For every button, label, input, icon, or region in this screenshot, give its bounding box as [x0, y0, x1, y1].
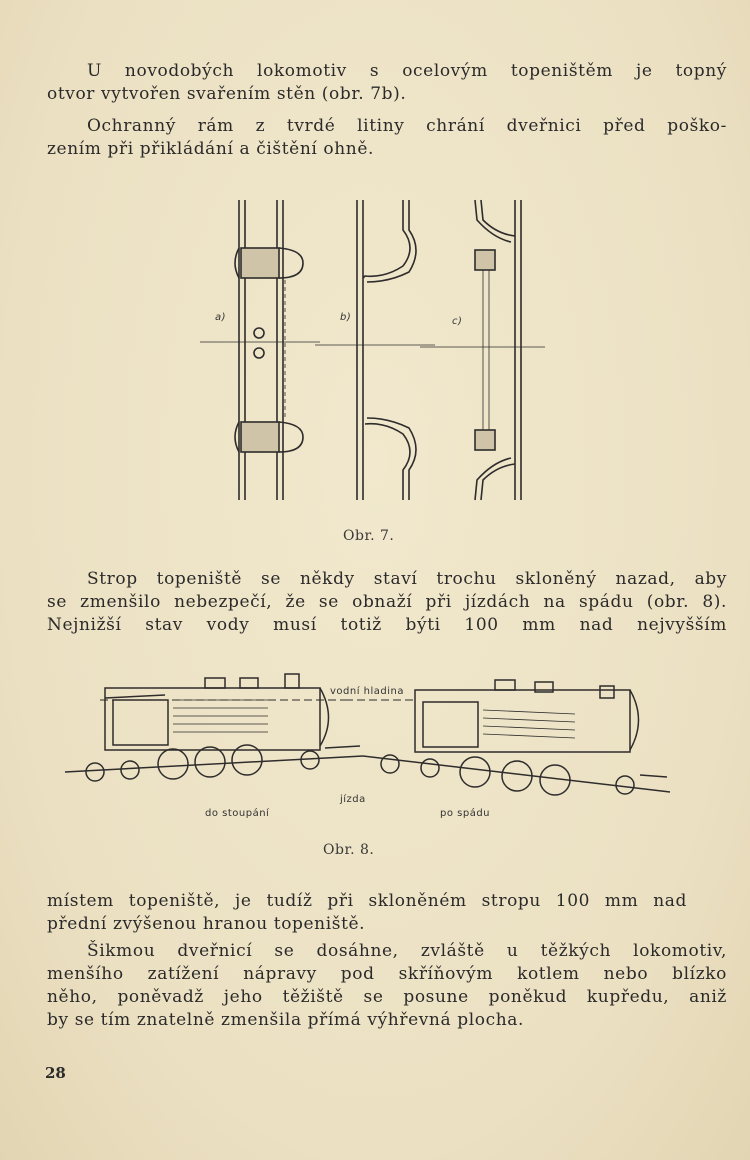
water-level-label: vodní hladina	[330, 686, 405, 697]
text-line: zením při přikládání a čištění ohně.	[47, 139, 375, 159]
text-line: Ochranný rám z tvrdé litiny chrání dveřnici před poško-	[87, 116, 727, 136]
figure-7-caption: Obr. 7.	[343, 528, 395, 544]
text-line: přední zvýšenou hranou topeniště.	[47, 914, 366, 934]
text-line: otvor vytvořen svařením stěn (obr. 7b).	[47, 84, 407, 104]
paragraph-3	[47, 568, 727, 637]
paragraph-5	[47, 940, 727, 1032]
text-line: U novodobých lokomotiv s ocelovým topeništěm je topný	[87, 61, 727, 81]
figure-7-drawing	[195, 190, 555, 520]
text-line: něho, poněvadž jeho těžiště se posune poněkud kupředu, aniž	[47, 987, 727, 1007]
text-line: Nejnižší stav vody musí totiž býti 100 mm nad nejvyšším	[47, 615, 727, 635]
text-line: Strop topeniště se někdy staví trochu skloněný nazad, aby	[87, 569, 727, 589]
text-line: menšího zatížení nápravy pod skříňovým kotlem nebo blízko	[47, 964, 727, 984]
paragraph-4	[47, 890, 687, 936]
downhill-label: po spádu	[440, 808, 491, 819]
figure-7-label-b: b)	[340, 312, 352, 323]
text-line: Šikmou dveřnicí se dosáhne, zvláště u těžkých lokomotiv,	[87, 941, 727, 961]
paragraph-1	[47, 60, 727, 106]
figure-7-label-c: c)	[452, 316, 463, 327]
figure-8-drawing	[55, 660, 680, 800]
travel-label: jízda	[340, 794, 366, 805]
text-line: místem topeniště, je tudíž při skloněném stropu 100 mm nad	[47, 891, 687, 911]
figure-8-caption: Obr. 8.	[323, 842, 375, 858]
text-line: se zmenšilo nebezpečí, že se obnaží při jízdách na spádu (obr. 8).	[47, 592, 727, 612]
text-line: by se tím znatelně zmenšila přímá výhřevná plocha.	[47, 1010, 524, 1030]
figure-7-label-a: a)	[215, 312, 227, 323]
paragraph-2	[47, 115, 727, 161]
page-number: 28	[45, 1064, 66, 1082]
uphill-label: do stoupání	[205, 808, 270, 819]
